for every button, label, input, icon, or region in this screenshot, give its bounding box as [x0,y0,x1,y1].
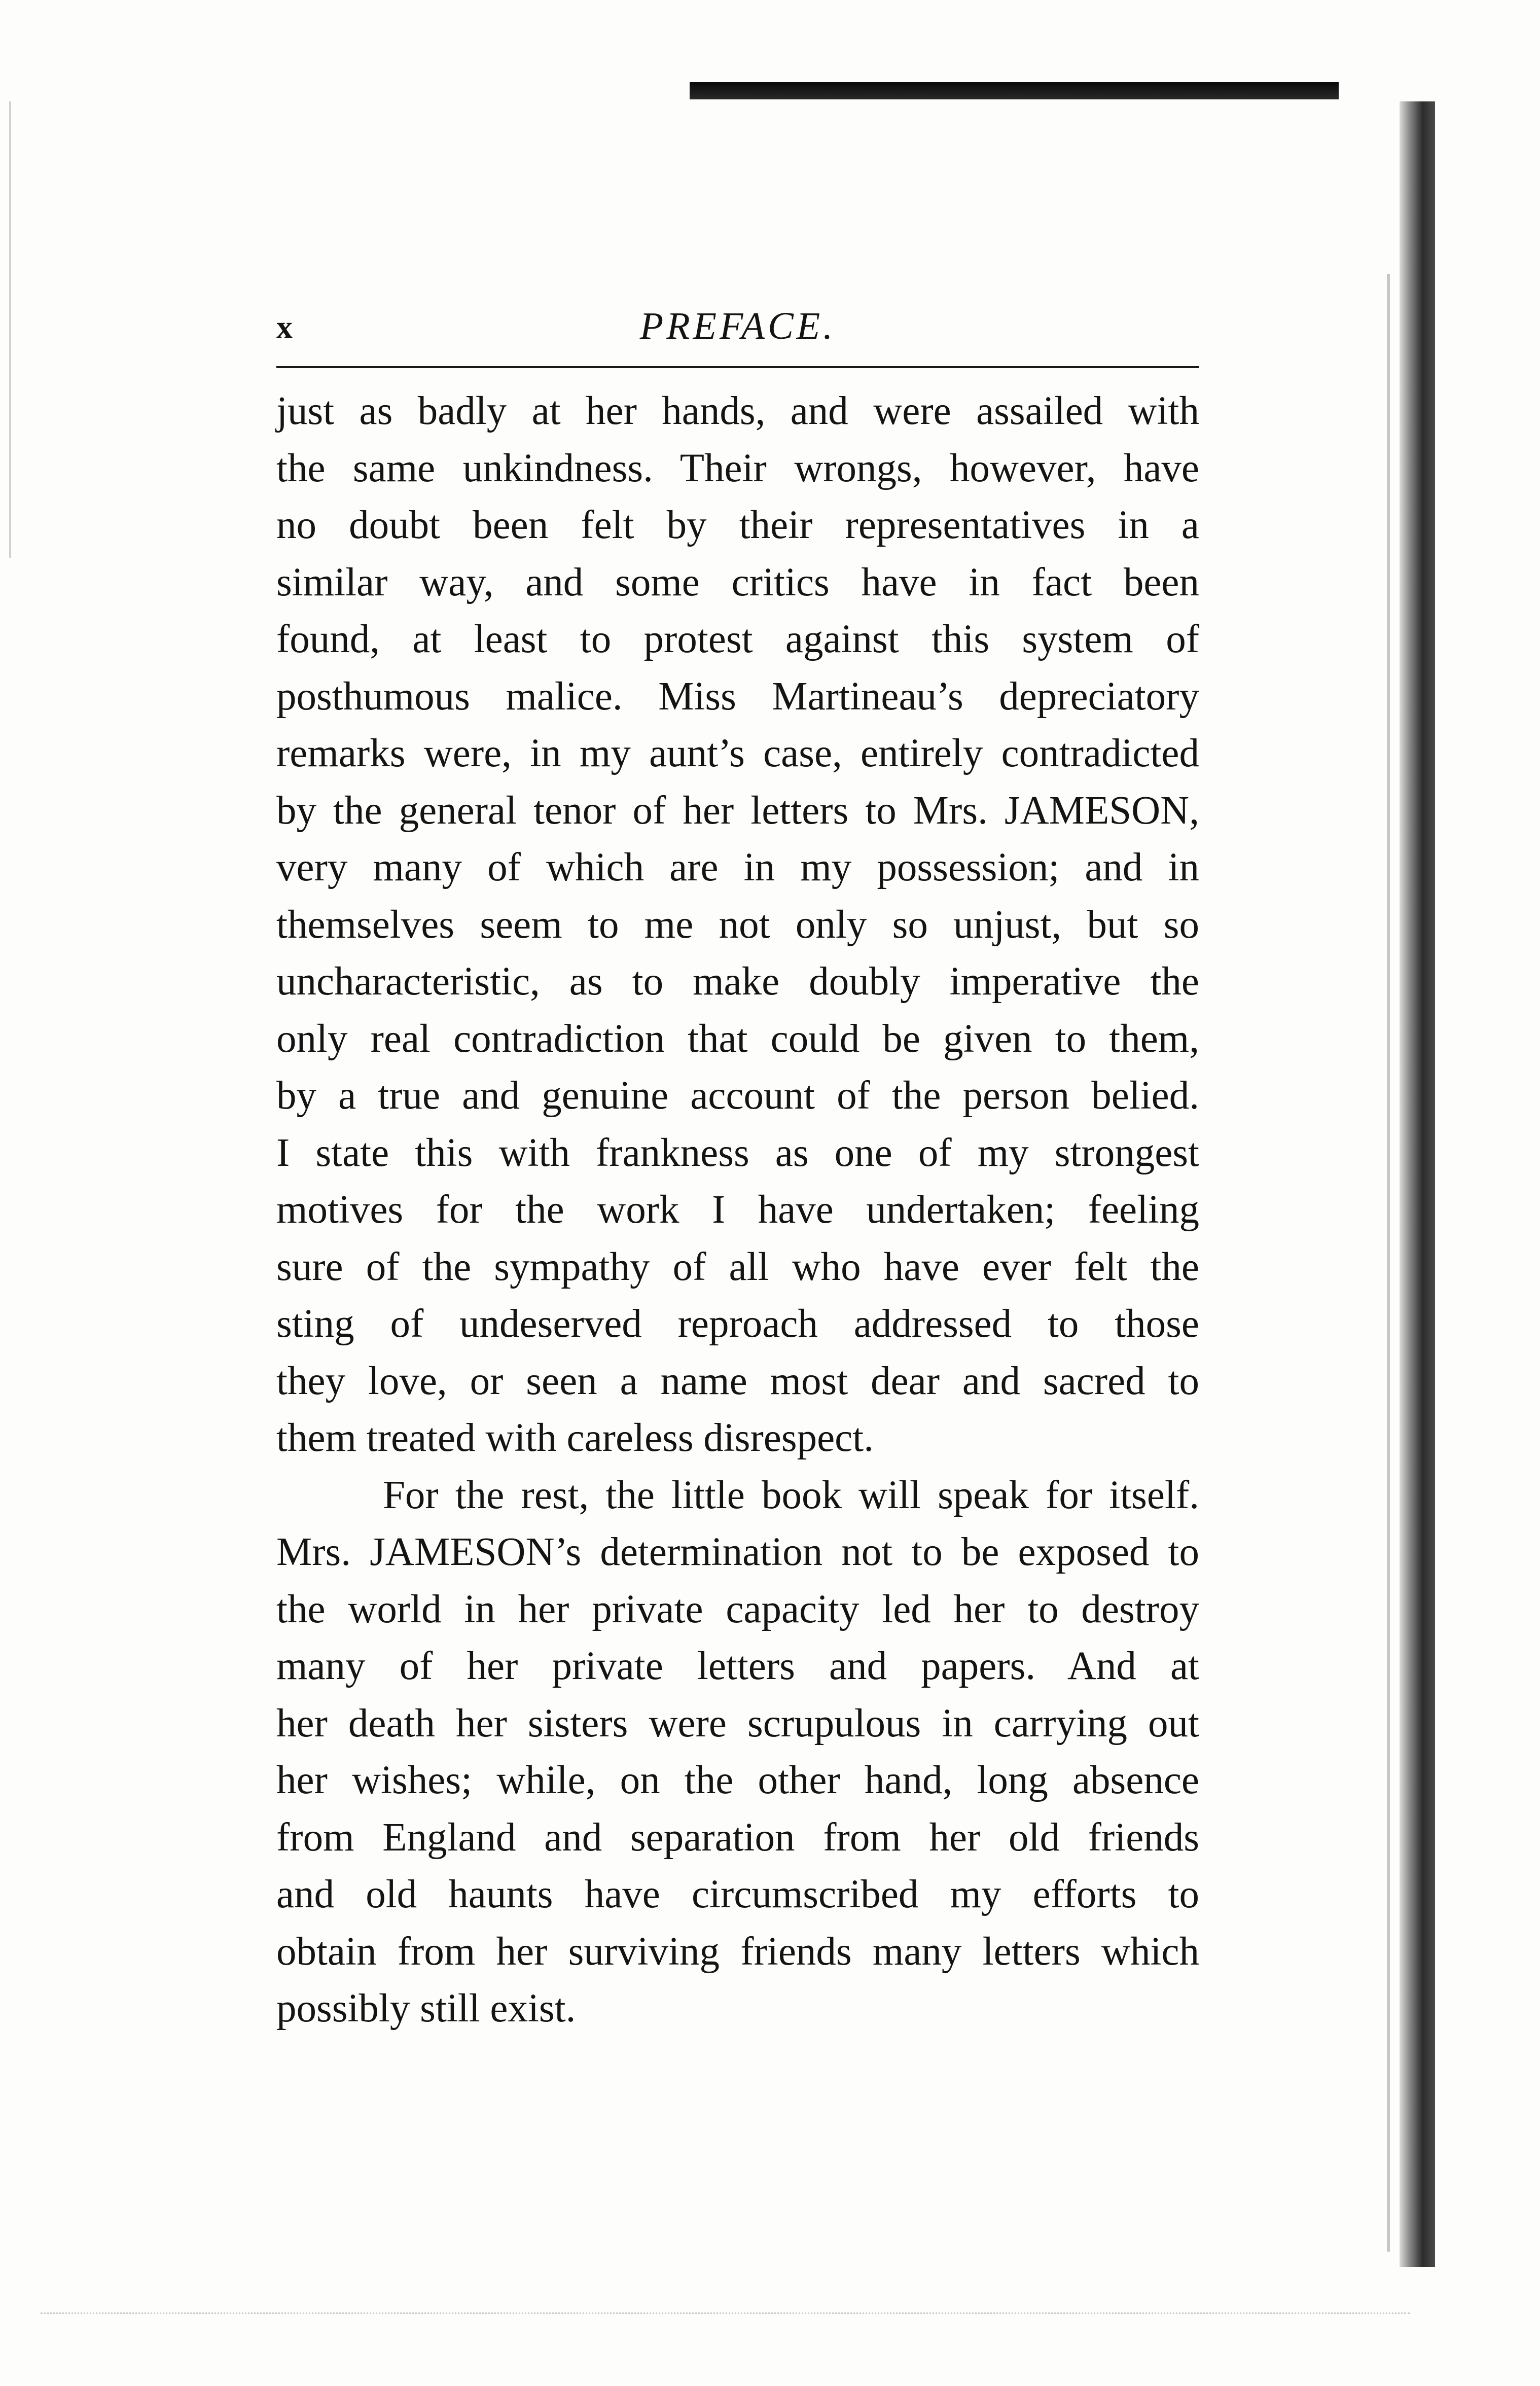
scan-artifact-left-edge [9,101,11,558]
text-line: from England and separation from her old friends [276,1815,1199,1860]
header-rule [276,366,1199,368]
text-line: found, at least to protest against this system of [276,617,1199,661]
page-header [276,299,1199,355]
text-line: by a true and genuine account of the person belied. [276,1074,1199,1118]
text-line: many of her private letters and papers. And at [276,1644,1199,1688]
text-line: Mrs. JAMESON’s determination not to be exposed to [276,1530,1199,1574]
text-line: very many of which are in my possession; and in [276,845,1199,889]
text-line: obtain from her surviving friends many letters which [276,1929,1199,1974]
text-line: possibly still exist. [276,1986,576,2031]
text-line: her wishes; while, on the other hand, long absence [276,1758,1199,1802]
text-line: sting of undeserved reproach addressed to those [276,1302,1199,1346]
running-head: PREFACE. [639,305,836,347]
text-line: posthumous malice. Miss Martineau’s depreciatory [276,674,1199,719]
paragraph-1 [276,383,1199,1467]
text-line: no doubt been felt by their representatives in a [276,503,1199,547]
text-line: motives for the work I have undertaken; feeling [276,1188,1199,1232]
text-line: them treated with careless disrespect. [276,1416,874,1460]
scan-artifact-bottom-dots [41,2312,1410,2316]
text-line: by the general tenor of her letters to Mrs. JAMESON, [276,788,1199,833]
text-line: themselves seem to me not only so unjust, but so [276,902,1199,947]
text-line: the same unkindness. Their wrongs, however, have [276,446,1199,490]
paragraph-2 [276,1467,1199,2038]
text-line: sure of the sympathy of all who have ever felt the [276,1244,1199,1289]
text-line: I state this with frankness as one of my strongest [276,1130,1199,1175]
text-line: they love, or seen a name most dear and sacred to [276,1359,1199,1403]
text-line: just as badly at her hands, and were assailed with [276,389,1199,433]
text-line: her death her sisters were scrupulous in carrying out [276,1701,1199,1746]
text-line: uncharacteristic, as to make doubly imperative the [276,959,1199,1004]
text-line: the world in her private capacity led her to destroy [276,1587,1199,1631]
text-line: only real contradiction that could be given to them, [276,1016,1199,1061]
text-line: similar way, and some critics have in fact been [276,560,1199,604]
text-line: remarks were, in my aunt’s case, entirely contradicted [276,731,1199,775]
page-number: x [276,309,294,345]
body-text [276,383,1199,2038]
scan-artifact-right-line [1387,274,1390,2252]
scan-artifact-right-edge [1400,101,1435,2267]
scan-artifact-top-bar [690,82,1339,99]
text-line: For the rest, the little book will speak for itself. [383,1473,1199,1517]
text-line: and old haunts have circumscribed my efforts to [276,1872,1199,1916]
